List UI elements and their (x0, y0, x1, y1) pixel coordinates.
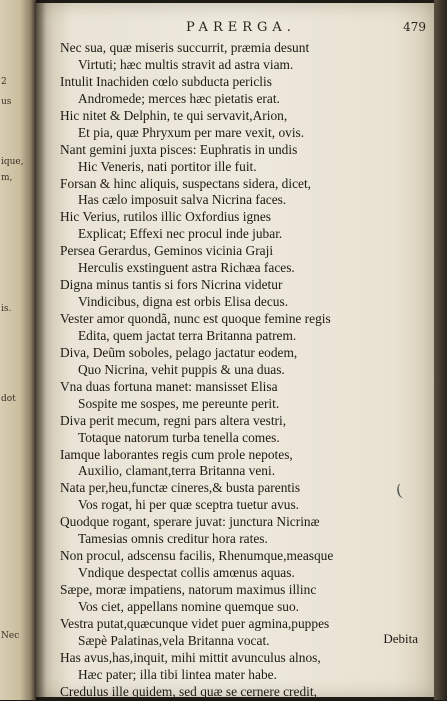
verse-line: Sospite me sospes, me pereunte perit. (78, 395, 280, 411)
verse-line: Hic nitet & Delphin, te qui servavit,Arion, (60, 107, 288, 123)
verse-line: Quo Nicrina, vehit puppis & una duas. (78, 361, 285, 377)
previous-page-fragment: 2 (1, 77, 7, 87)
verse-line: Vos rogat, hi per quæ sceptra tuetur avus. (78, 497, 300, 513)
running-title: PARERGA. (186, 20, 296, 35)
verse-line: Vna duas fortuna manet: mansisset Elisa (60, 378, 278, 394)
verse-line: Vester amor quondã, nunc est quoque femine regis (60, 311, 331, 326)
previous-page-edge (0, 0, 36, 700)
verse-line: Intulit Inachiden cœlo subducta periclis (60, 73, 272, 89)
verse-line: Virtuti; hæc multis stravit ad astra viam. (78, 56, 294, 72)
page-number: 479 (403, 20, 426, 34)
verse-line: Hic Veneris, nati portitor ille fuit. (78, 158, 257, 174)
verse-line: Hæc pater; illa tibi lintea mater habe. (78, 666, 277, 682)
verse-line: Non procul, adscensu facilis, Rhenumque,measque (60, 548, 334, 564)
verse-line: Edita, quem jactat terra Britanna patrem. (78, 327, 297, 343)
verse-line: Auxilio, clamant,terra Britanna veni. (78, 463, 276, 479)
verse-line: Nant gemini juxta pisces: Euphratis in undis (60, 141, 298, 157)
verse-line: Diva perit mecum, regni pars altera vestri, (60, 412, 287, 428)
verse-line: Quodque rogant, sperare juvat: junctura Nicrinæ (60, 514, 320, 530)
verse-line: Nec sua, quæ miseris succurrit, præmia desunt (60, 40, 310, 55)
verse-line: Has cælo imposuit salva Nicrina faces. (78, 192, 287, 208)
previous-page-fragment: dot (1, 394, 16, 404)
gutter-shadow (36, 0, 46, 700)
previous-page-fragment: is. (1, 304, 12, 314)
verse-line: Has avus,has,inquit, mihi mittit avunculus alnos, (60, 649, 321, 665)
verse-line: Herculis exstinguent astra Richæa faces. (78, 260, 295, 276)
verse-line: Tamesias omnis creditur hora rates. (78, 531, 268, 547)
previous-page-fragment: us (1, 97, 12, 107)
verse-line: Explicat; Effexi nec procul inde jubar. (78, 226, 283, 242)
verse-line: Andromede; merces hæc pietatis erat. (78, 90, 280, 106)
verse-line: Et pia, quæ Phryxum per mare vexit, ovis. (78, 124, 305, 140)
catchword: Debita (383, 631, 418, 646)
verse-line: Nata per,heu,functæ cineres,& busta parentis (60, 480, 301, 496)
verse-block (60, 40, 428, 701)
previous-page-fragment: Nec (1, 631, 20, 641)
previous-page-fragment: ique, (1, 157, 24, 167)
page-edge-right (434, 0, 447, 700)
verse-line: Credulus ille quidem, sed quæ se cernere credit, (60, 683, 317, 699)
book-page (36, 3, 434, 697)
verse-line: Forsan & hinc aliquis, suspectans sidera, dicet, (60, 175, 312, 191)
verse-line: Vindicibus, digna est orbis Elisa decus. (78, 294, 289, 310)
margin-mark: ( (394, 480, 404, 501)
verse-line: Vestra putat,quæcunque videt puer agmina,puppes (60, 615, 330, 631)
verse-line: Vndique despectat collis amœnus aquas. (78, 565, 295, 581)
verse-line: Iamque laborantes regis cum prole nepotes, (60, 446, 293, 462)
verse-line: Persea Gerardus, Geminos vicinia Graji (60, 243, 274, 259)
verse-line: Digna minus tantis si fors Nicrina videtur (60, 277, 283, 293)
verse-line: Vos ciet, appellans nomine quemque suo. (78, 598, 300, 614)
verse-line: Totaque natorum turba tenella comes. (78, 429, 280, 445)
verse-line: Sæpè Palatinas,vela Britanna vocat. (78, 632, 270, 648)
verse-line: Sæpe, moræ impatiens, natorum maximus illinc (60, 582, 317, 597)
verse-line: Diva, Deũm soboles, pelago jactatur eodem, (60, 344, 298, 360)
previous-page-fragment: m, (1, 173, 13, 183)
verse-line: Hic Verius, rutilos illic Oxfordius ignes (60, 209, 272, 225)
